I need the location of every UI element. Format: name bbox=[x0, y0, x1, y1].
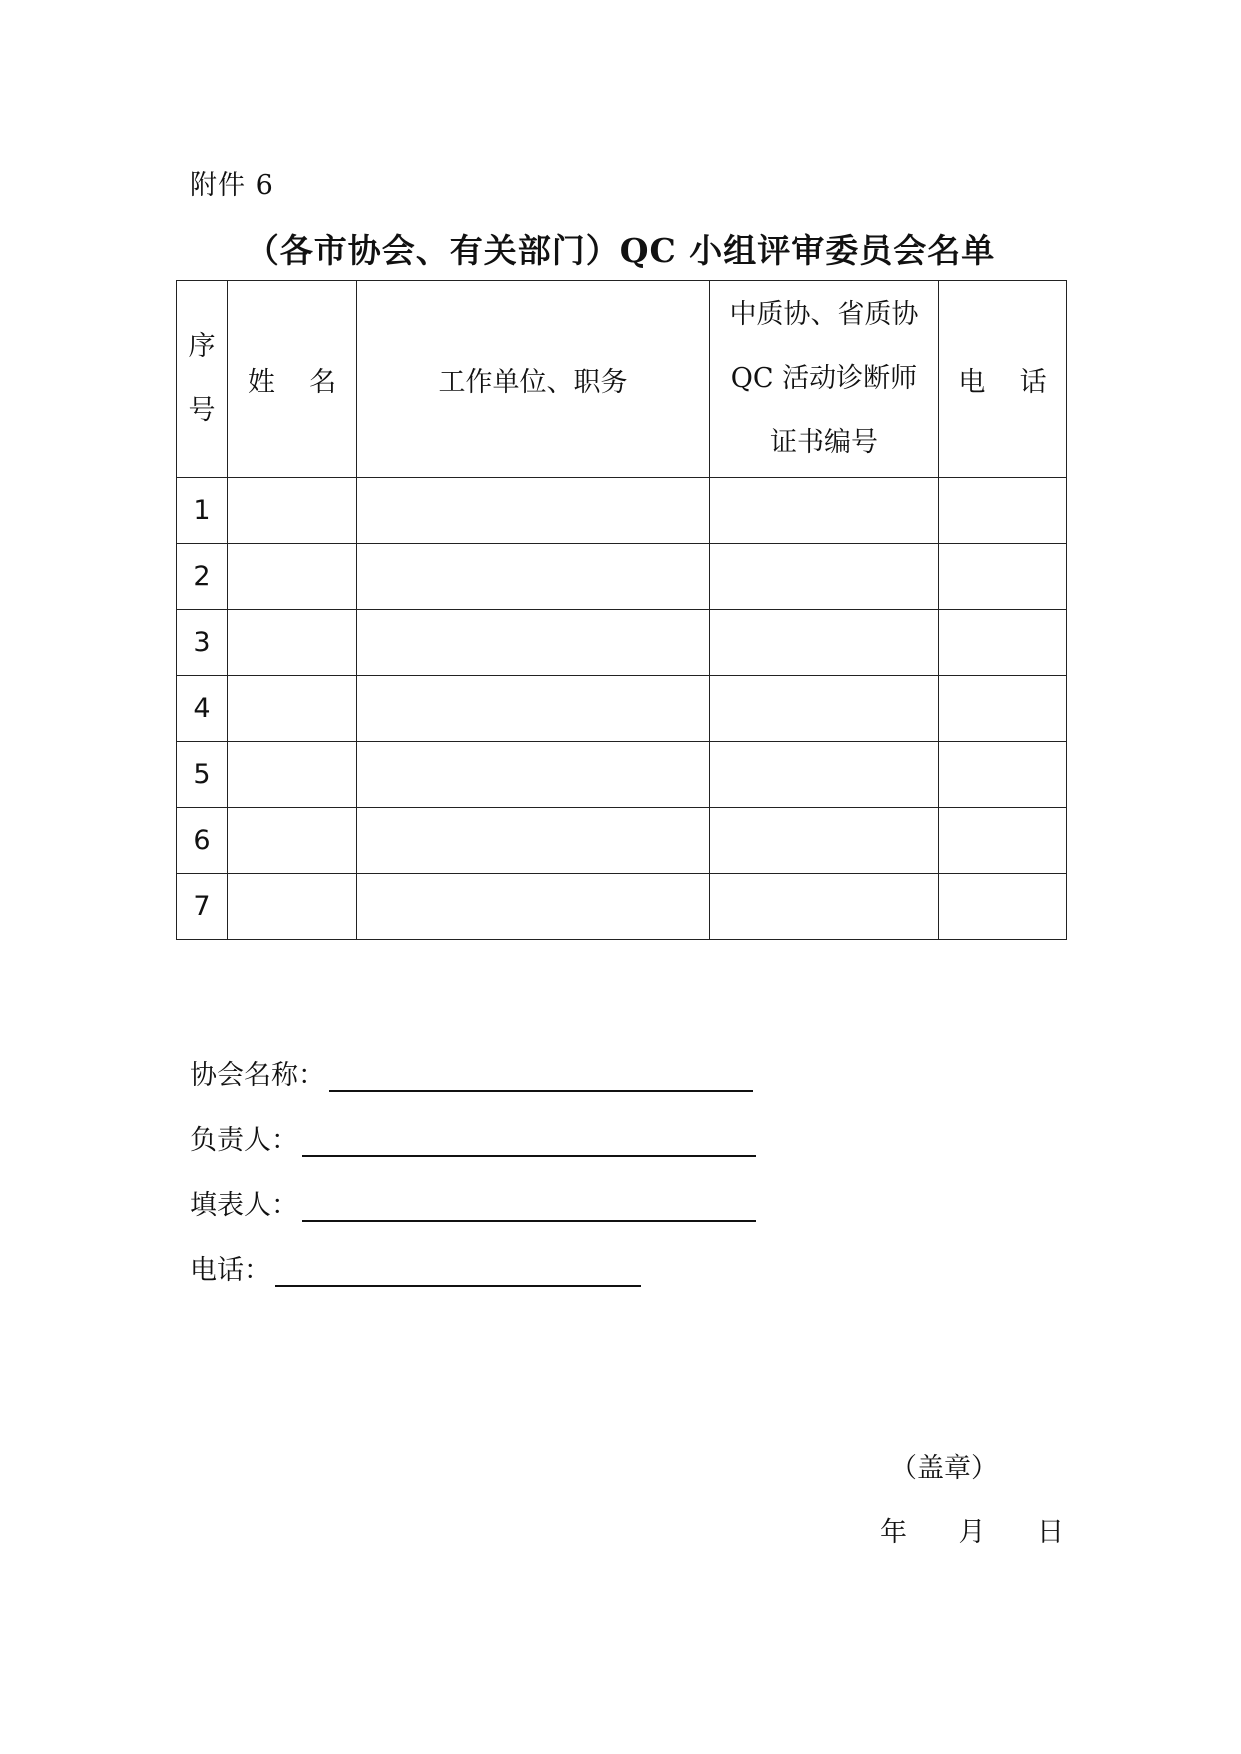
cell-name[interactable] bbox=[228, 478, 357, 544]
table-row bbox=[177, 742, 1067, 808]
cell-phone[interactable] bbox=[939, 544, 1067, 610]
association-name-label: 协会名称： bbox=[190, 1060, 325, 1091]
header-seq-line1: 序 bbox=[188, 331, 216, 362]
header-seq bbox=[177, 281, 228, 478]
responsible-person-line bbox=[190, 1118, 756, 1157]
table-row bbox=[177, 808, 1067, 874]
cell-certificate[interactable] bbox=[710, 610, 939, 676]
row-seq: 4 bbox=[177, 676, 228, 742]
committee-roster-table bbox=[176, 280, 1067, 940]
cell-name[interactable] bbox=[228, 808, 357, 874]
row-seq: 7 bbox=[177, 874, 228, 940]
table-row bbox=[177, 478, 1067, 544]
cell-phone[interactable] bbox=[939, 874, 1067, 940]
cell-phone[interactable] bbox=[939, 742, 1067, 808]
header-cert-line2: QC 活动诊断师 bbox=[730, 363, 918, 394]
cell-certificate[interactable] bbox=[710, 808, 939, 874]
cell-work-unit[interactable] bbox=[357, 478, 710, 544]
attachment-label: 附件 6 bbox=[190, 170, 274, 201]
cell-name[interactable] bbox=[228, 742, 357, 808]
table-row bbox=[177, 676, 1067, 742]
seal-note: （盖章） bbox=[890, 1453, 998, 1484]
phone-field[interactable] bbox=[275, 1255, 641, 1287]
row-seq: 5 bbox=[177, 742, 228, 808]
cell-name[interactable] bbox=[228, 874, 357, 940]
row-seq: 2 bbox=[177, 544, 228, 610]
association-name-field[interactable] bbox=[329, 1060, 753, 1092]
cell-certificate[interactable] bbox=[710, 676, 939, 742]
cell-phone[interactable] bbox=[939, 478, 1067, 544]
cell-work-unit[interactable] bbox=[357, 544, 710, 610]
cell-certificate[interactable] bbox=[710, 478, 939, 544]
header-cert-line3: 证书编号 bbox=[770, 427, 878, 458]
cell-certificate[interactable] bbox=[710, 742, 939, 808]
document-title: （各市协会、有关部门）QC 小组评审委员会名单 bbox=[245, 231, 996, 270]
header-phone: 电 话 bbox=[939, 281, 1067, 478]
form-filler-line bbox=[190, 1183, 756, 1222]
cell-work-unit[interactable] bbox=[357, 742, 710, 808]
row-seq: 3 bbox=[177, 610, 228, 676]
form-filler-label: 填表人： bbox=[190, 1190, 298, 1221]
cell-work-unit[interactable] bbox=[357, 874, 710, 940]
cell-work-unit[interactable] bbox=[357, 610, 710, 676]
row-seq: 1 bbox=[177, 478, 228, 544]
cell-phone[interactable] bbox=[939, 808, 1067, 874]
responsible-person-field[interactable] bbox=[302, 1125, 756, 1157]
cell-phone[interactable] bbox=[939, 676, 1067, 742]
header-name: 姓 名 bbox=[228, 281, 357, 478]
association-name-line bbox=[190, 1053, 753, 1092]
cell-certificate[interactable] bbox=[710, 544, 939, 610]
phone-label: 电话： bbox=[190, 1255, 271, 1286]
date-line: 年 月 日 bbox=[880, 1517, 1064, 1548]
table-header-row bbox=[177, 281, 1067, 478]
table-row bbox=[177, 544, 1067, 610]
form-filler-field[interactable] bbox=[302, 1190, 756, 1222]
responsible-person-label: 负责人： bbox=[190, 1125, 298, 1156]
row-seq: 6 bbox=[177, 808, 228, 874]
header-cert-line1: 中质协、省质协 bbox=[729, 299, 919, 330]
cell-work-unit[interactable] bbox=[357, 676, 710, 742]
phone-line bbox=[190, 1248, 641, 1287]
cell-name[interactable] bbox=[228, 610, 357, 676]
table-row bbox=[177, 610, 1067, 676]
header-certificate bbox=[710, 281, 939, 478]
cell-name[interactable] bbox=[228, 676, 357, 742]
table-row bbox=[177, 874, 1067, 940]
header-work-unit: 工作单位、职务 bbox=[357, 281, 710, 478]
cell-certificate[interactable] bbox=[710, 874, 939, 940]
cell-name[interactable] bbox=[228, 544, 357, 610]
cell-work-unit[interactable] bbox=[357, 808, 710, 874]
cell-phone[interactable] bbox=[939, 610, 1067, 676]
header-seq-line2: 号 bbox=[188, 395, 216, 426]
